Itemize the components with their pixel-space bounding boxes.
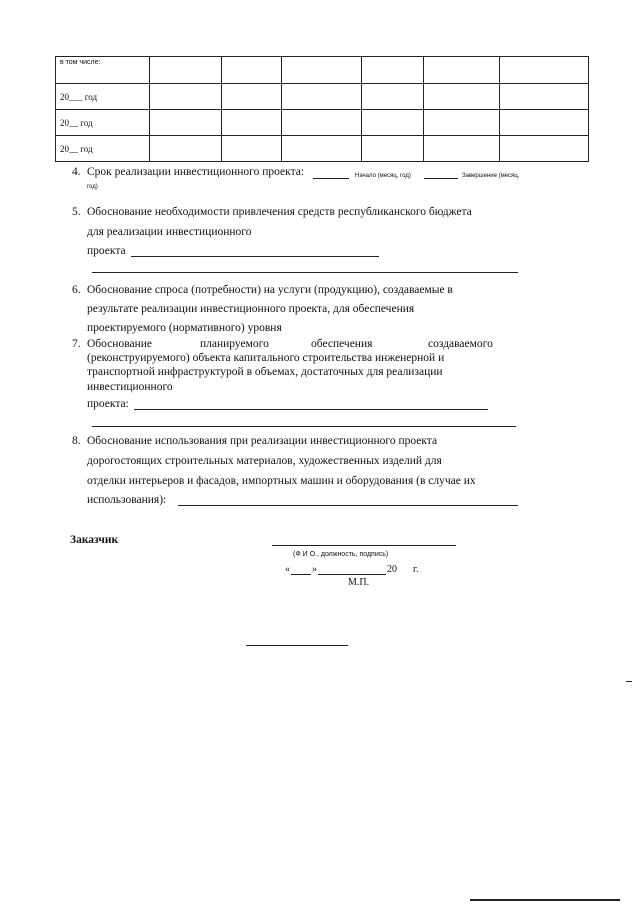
end-hint-cont: год) [87, 184, 98, 190]
item-7-word: Обоснование [87, 338, 152, 350]
table-cell[interactable] [150, 57, 222, 84]
item-7-blank[interactable] [92, 426, 516, 427]
table-cell[interactable] [500, 57, 589, 84]
table-cell[interactable] [500, 136, 589, 162]
item-8-line: дорогостоящих строительных материалов, художественных изделий для [87, 455, 442, 467]
date-open-quote: « [285, 564, 290, 575]
row-label: 20__ год [56, 110, 150, 136]
end-date-blank[interactable] [424, 178, 458, 179]
item-6-line: результате реализации инвестиционного проекта, для обеспечения [87, 303, 415, 315]
year-prefix: 20 [387, 564, 397, 575]
table-cell[interactable] [150, 84, 222, 110]
row-label: 20___ год [56, 84, 150, 110]
item-7-line: проекта: [87, 398, 129, 410]
date-close-quote: » [312, 564, 317, 575]
item-5-line: Обоснование необходимости привлечения средств республиканского бюджета [87, 206, 472, 218]
start-date-blank[interactable] [313, 178, 349, 179]
fio-hint: (Ф И О., должность, подпись) [293, 551, 389, 558]
start-hint: Начало (месяц, год) [355, 173, 411, 179]
item-7-line: (реконструируемого) объекта капитального строительства инженерной и [87, 352, 445, 364]
item-5-blank[interactable] [92, 272, 518, 273]
table-cell[interactable] [282, 84, 362, 110]
table-cell[interactable] [424, 84, 500, 110]
table-cell[interactable] [222, 136, 282, 162]
funding-table [55, 56, 589, 162]
customer-label: Заказчик [70, 534, 119, 546]
item-number: 8. [72, 435, 81, 447]
end-hint: Завершение (месяц, [462, 173, 520, 179]
item-7-line: транспортной инфраструктурой в объемах, достаточных для реализации [87, 366, 443, 378]
item-number: 6. [72, 284, 81, 296]
table-cell[interactable] [282, 110, 362, 136]
table-cell[interactable] [362, 110, 424, 136]
item-7-word: создаваемого [428, 338, 493, 350]
item-5-line: для реализации инвестиционного [87, 226, 252, 238]
table-cell[interactable] [362, 136, 424, 162]
item-number: 7. [72, 338, 81, 350]
item-7-word: планируемого [200, 338, 269, 350]
item-4-text: Срок реализации инвестиционного проекта: [87, 166, 305, 178]
row-label: в том числе: [56, 57, 150, 84]
table-cell[interactable] [150, 110, 222, 136]
item-8-blank[interactable] [178, 505, 518, 506]
signature-blank[interactable] [272, 545, 456, 546]
table-cell[interactable] [424, 57, 500, 84]
table-cell[interactable] [222, 84, 282, 110]
scan-edge-mark [470, 899, 620, 901]
item-7-blank[interactable] [134, 409, 488, 410]
stamp-label: М.П. [348, 577, 370, 588]
item-number: 5. [72, 206, 81, 218]
item-6-line: проектируемого (нормативного) уровня [87, 322, 282, 334]
table-cell[interactable] [362, 84, 424, 110]
row-label: 20__ год [56, 136, 150, 162]
item-8-line: Обоснование использования при реализации инвестиционного проекта [87, 435, 438, 447]
day-blank[interactable] [291, 574, 311, 575]
table-cell[interactable] [424, 110, 500, 136]
table-cell[interactable] [222, 110, 282, 136]
table-row [56, 84, 589, 110]
month-blank[interactable] [318, 574, 386, 575]
table-cell[interactable] [362, 57, 424, 84]
item-5-line: проекта [87, 245, 126, 257]
table-row [56, 136, 589, 162]
table-cell[interactable] [424, 136, 500, 162]
table-cell[interactable] [222, 57, 282, 84]
item-7-line: инвестиционного [87, 381, 173, 393]
table-cell[interactable] [500, 84, 589, 110]
table-cell[interactable] [282, 136, 362, 162]
table-cell[interactable] [500, 110, 589, 136]
item-7-word: обеспечения [311, 338, 373, 350]
table-row [56, 57, 589, 84]
table-cell[interactable] [282, 57, 362, 84]
item-5-blank[interactable] [131, 256, 379, 257]
table-cell[interactable] [150, 136, 222, 162]
year-suffix: г. [413, 564, 419, 575]
item-8-line: отделки интерьеров и фасадов, импортных машин и оборудования (в случае их [87, 475, 476, 487]
footer-separator [246, 645, 348, 646]
scan-edge-mark [626, 681, 632, 682]
item-6-line: Обоснование спроса (потребности) на услуги (продукцию), создаваемые в [87, 284, 453, 296]
table-row [56, 110, 589, 136]
item-8-line: использования): [87, 494, 167, 506]
item-number: 4. [72, 166, 81, 178]
